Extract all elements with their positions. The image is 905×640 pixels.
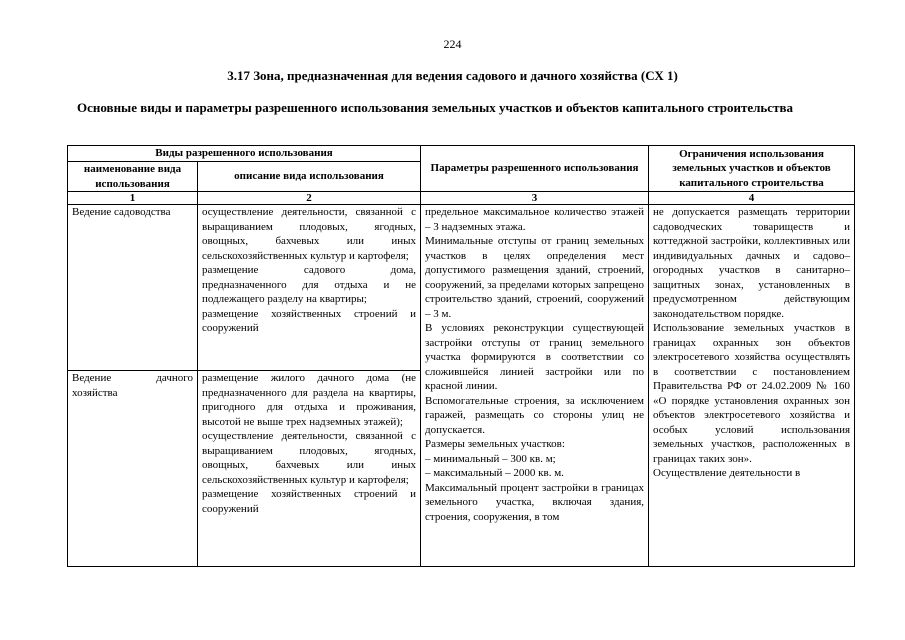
column-number: 2 [198,192,421,205]
parameter-list-item: – минимальный – 300 кв. м; [425,452,556,465]
restrictions-cell [649,205,855,567]
usage-description [198,371,421,567]
description-paragraph: размещение хозяйственных строений и сооружений [202,307,417,334]
header-group-usage-types: Виды разрешенного использования [68,146,421,162]
restriction-paragraph: Использование земельных участков в границах охранных зон объектов электросетевого хозяйства осуществлять в соответствии с постановлением Правительства РФ от 24.02.2009 № 160 «О порядке установления охранных зон объектов электросетевого хозяйства и особых условий использования земельных участков, расположенных в границах таких зон». [653,322,851,465]
land-use-table-container [67,145,855,567]
description-paragraph: осуществление деятельности, связанной с выращиванием плодовых, ягодных, овощных, бахчевых или иных сельскохозяйственных культур и картофеля; [202,206,417,262]
usage-name: Ведение дачного хозяйства [68,371,198,567]
header-restrictions: Ограничения использования земельных участков и объектов капитального строительства [649,146,855,192]
column-numbers-row [68,192,855,205]
page-number: 224 [443,37,462,51]
header-parameters: Параметры разрешенного использования [421,146,649,192]
column-number: 3 [421,192,649,205]
header-usage-name: наименование вида использования [68,162,198,192]
table-row [68,205,855,371]
parameter-paragraph: Размеры земельных участков: [425,438,565,450]
header-usage-description: описание вида использования [198,162,421,192]
description-paragraph: размещение садового дома, предназначенного для отдыха и не подлежащего разделу на квартиры; [202,264,417,305]
usage-name: Ведение садоводства [68,205,198,371]
restriction-paragraph: Осуществление деятельности в [653,467,801,479]
parameter-paragraph: предельное максимальное количество этажей – 3 надземных этажа. [425,206,645,233]
section-title: 3.17 Зона, предназначенная для ведения садового и дачного хозяйства (СХ 1) [227,68,678,83]
column-number: 4 [649,192,855,205]
restriction-paragraph: не допускается размещать территории садоводческих товариществ и коттеджной застройки, коллективных или индивидуальных дачных и садово–огородных участков в санитарно–защитных зонах, установленных в предусмотренном действующим законодательством порядке. [653,206,851,320]
parameter-list-item: – максимальный – 2000 кв. м. [425,467,564,479]
parameter-paragraph: Минимальные отступы от границ земельных участков в целях определения мест допустимого размещения зданий, строений, сооружений, за пределами которых запрещено строительство зданий, строений, сооружений – 3 м. [425,235,645,320]
description-paragraph: размещение хозяйственных строений и сооружений [202,488,417,515]
parameter-paragraph: Максимальный процент застройки в границах земельного участка, включая здания, строения, сооружения, в том [425,481,645,523]
parameters-cell [421,205,649,567]
parameter-paragraph: Вспомогательные строения, за исключением гаражей, размещать со стороны улиц не допускается. [425,394,645,436]
description-paragraph: размещение жилого дачного дома (не предназначенного для раздела на квартиры, пригодного для отдыха и проживания, высотой не выше трех надземных этажей); [202,372,417,428]
column-number: 1 [68,192,198,205]
parameter-paragraph: В условиях реконструкции существующей застройки отступы от границ земельного участка формируются в соответствии со сложившейся линией застройки или по красной линии. [425,322,645,392]
land-use-table [67,145,855,567]
description-paragraph: осуществление деятельности, связанной с выращиванием плодовых, ягодных, овощных, бахчевых или иных сельскохозяйственных культур и картофеля; [202,430,417,486]
subtitle: Основные виды и параметры разрешенного использования земельных участков и объектов капитального строительства [77,100,793,115]
usage-description [198,205,421,371]
